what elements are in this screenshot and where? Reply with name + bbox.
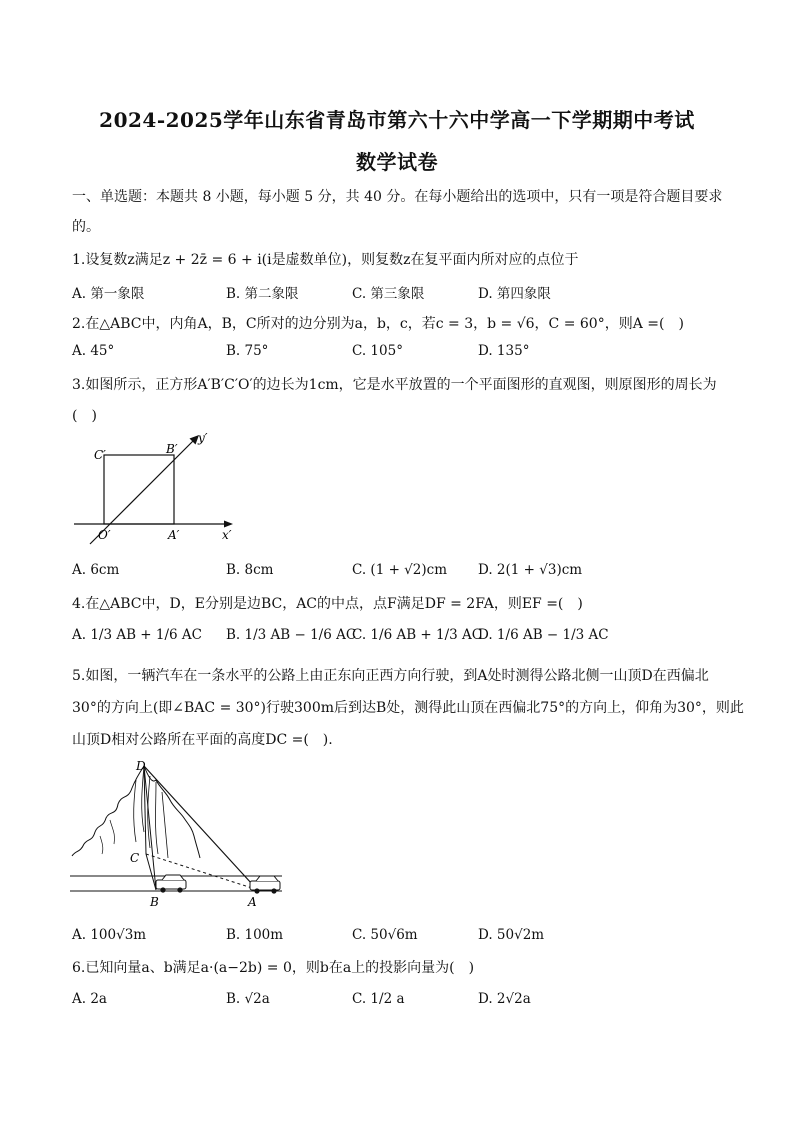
page-subtitle: 数学试卷 (356, 150, 438, 174)
label-a: A (248, 895, 257, 909)
label-c: C (130, 851, 140, 865)
q2-option-d[interactable]: D. 135° (478, 343, 530, 359)
label-c-prime: C′ (94, 448, 106, 462)
section-heading: 一、单选题：本题共 8 小题，每小题 5 分，共 40 分。在每小题给出的选项中，只有一项是符合题目要求 (72, 189, 723, 205)
label-x-prime: x′ (222, 528, 232, 542)
q3-option-c[interactable]: C. (1 + √2)cm (352, 562, 448, 578)
q3-option-b[interactable]: B. 8cm (226, 562, 274, 578)
q5-option-a[interactable]: A. 100√3m (72, 927, 147, 943)
question-5-stem-cont-2: 山顶D相对公路所在平面的高度DC =( ). (72, 732, 333, 748)
question-5-stem-cont-1: 30°的方向上(即∠BAC = 30°)行驶300m后到达B处，测得此山顶在西偏北75°的方向上，仰角为30°，则此 (72, 700, 744, 716)
q4-option-c[interactable]: C. 1/6 AB + 1/3 AC (352, 627, 483, 643)
section-heading-cont: 的。 (72, 219, 100, 235)
label-d: D (136, 759, 146, 773)
q5-mountain-figure (70, 758, 285, 910)
q2-option-c[interactable]: C. 105° (352, 343, 403, 359)
question-4-stem: 4.在△ABC中，D，E分别是边BC，AC的中点，点F满足DF = 2FA，则EF =( ) (72, 596, 583, 612)
q3-option-a[interactable]: A. 6cm (72, 562, 120, 578)
q6-option-b[interactable]: B. √2a (226, 991, 270, 1007)
label-b-prime: B′ (166, 442, 178, 456)
label-b: B (150, 895, 159, 909)
label-a-prime: A′ (168, 528, 180, 542)
q4-option-b[interactable]: B. 1/3 AB − 1/6 AC (226, 627, 357, 643)
page-title: 2024-2025学年山东省青岛市第六十六中学高一下学期期中考试 (99, 108, 695, 132)
question-6-stem: 6.已知向量a、b满足a·(a−2b) = 0，则b在a上的投影向量为( ) (72, 960, 475, 976)
q6-option-c[interactable]: C. 1/2 a (352, 991, 405, 1007)
q1-option-b[interactable]: B. 第二象限 (226, 286, 299, 302)
q1-option-c[interactable]: C. 第三象限 (352, 286, 425, 302)
q6-option-d[interactable]: D. 2√2a (478, 991, 531, 1007)
label-y-prime: y′ (198, 431, 208, 445)
q2-option-a[interactable]: A. 45° (72, 343, 115, 359)
question-3-stem-cont: ( ) (72, 408, 97, 424)
q3-option-d[interactable]: D. 2(1 + √3)cm (478, 562, 583, 578)
label-o-prime: O′ (98, 528, 111, 542)
q1-option-a[interactable]: A. 第一象限 (72, 286, 145, 302)
question-2-stem: 2.在△ABC中，内角A，B，C所对的边分别为a，b，c，若c = 3，b = √6，C = 60°，则A =( ) (72, 316, 684, 332)
q3-square-figure (70, 428, 245, 550)
q1-option-d[interactable]: D. 第四象限 (478, 286, 551, 302)
q5-option-c[interactable]: C. 50√6m (352, 927, 418, 943)
q5-option-b[interactable]: B. 100m (226, 927, 284, 943)
question-1-stem: 1.设复数z满足z + 2z̄ = 6 + i(i是虚数单位)，则复数z在复平面内所对应的点位于 (72, 252, 579, 268)
q6-option-a[interactable]: A. 2a (72, 991, 107, 1007)
car-icon (156, 875, 186, 893)
question-5-stem: 5.如图，一辆汽车在一条水平的公路上由正东向正西方向行驶，到A处时测得公路北侧一山顶D在西偏北 (72, 668, 709, 684)
q5-option-d[interactable]: D. 50√2m (478, 927, 545, 943)
q4-option-a[interactable]: A. 1/3 AB + 1/6 AC (72, 627, 203, 643)
question-3-stem: 3.如图所示，正方形A′B′C′O′的边长为1cm，它是水平放置的一个平面图形的直观图，则原图形的周长为 (72, 377, 717, 393)
q4-option-d[interactable]: D. 1/6 AB − 1/3 AC (478, 627, 609, 643)
q2-option-b[interactable]: B. 75° (226, 343, 269, 359)
